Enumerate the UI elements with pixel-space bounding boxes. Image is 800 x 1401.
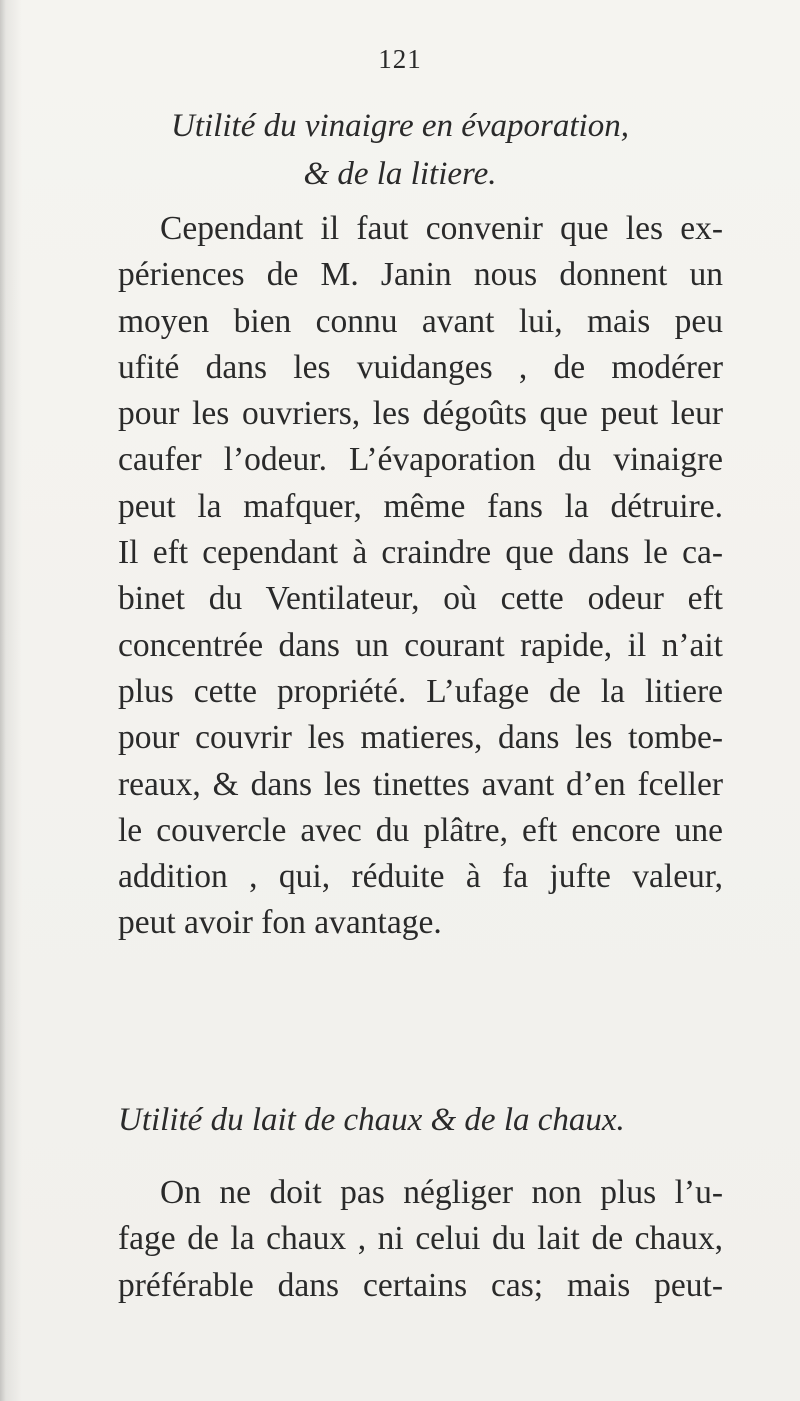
- text-line: On ne doit pas négliger non plus l’u-: [160, 1174, 723, 1211]
- text-line: caufer l’odeur. L’évaporation du vinaigre: [118, 441, 723, 479]
- text-line: reaux, & dans les tinettes avant d’en fceller: [118, 765, 723, 803]
- text-line: peut la mafquer, même fans la détruire.: [118, 487, 723, 525]
- text-line: peut avoir fon avantage.: [118, 904, 442, 942]
- section-heading-vinaigre: [0, 102, 800, 198]
- section-heading-chaux: Utilité du lait de chaux & de la chaux.: [118, 1102, 625, 1138]
- text-line: périences de M. Janin nous donnent un: [118, 256, 723, 294]
- text-line: moyen bien connu avant lui, mais peu: [118, 302, 723, 340]
- text-line: plus cette propriété. L’ufage de la litiere: [118, 672, 723, 710]
- text-line: le couvercle avec du plâtre, eft encore une: [118, 811, 723, 849]
- text-line: concentrée dans un courant rapide, il n’ait: [118, 626, 723, 664]
- heading-line-1: Utilité du vinaigre en évaporation,: [171, 108, 629, 144]
- text-line: binet du Ventilateur, où cette odeur eft: [118, 580, 723, 618]
- heading-line-2: & de la litiere.: [303, 156, 497, 192]
- text-line: fage de la chaux , ni celui du lait de chaux,: [118, 1220, 723, 1258]
- text-line: addition , qui, réduite à fa jufte valeur,: [118, 858, 723, 896]
- page-number: 121: [378, 44, 422, 74]
- text-line: pour les ouvriers, les dégoûts que peut leur: [118, 395, 723, 433]
- text-line: Cependant il faut convenir que les ex-: [160, 210, 723, 247]
- paragraph-chaux: [118, 1170, 723, 1309]
- paragraph-vinaigre: [118, 206, 723, 947]
- text-line: préférable dans certains cas; mais peut-: [118, 1266, 723, 1304]
- text-line: ufité dans les vuidanges , de modérer: [118, 348, 723, 386]
- text-line: Il eft cependant à craindre que dans le ca-: [118, 534, 723, 572]
- text-line: pour couvrir les matieres, dans les tombe-: [118, 719, 723, 757]
